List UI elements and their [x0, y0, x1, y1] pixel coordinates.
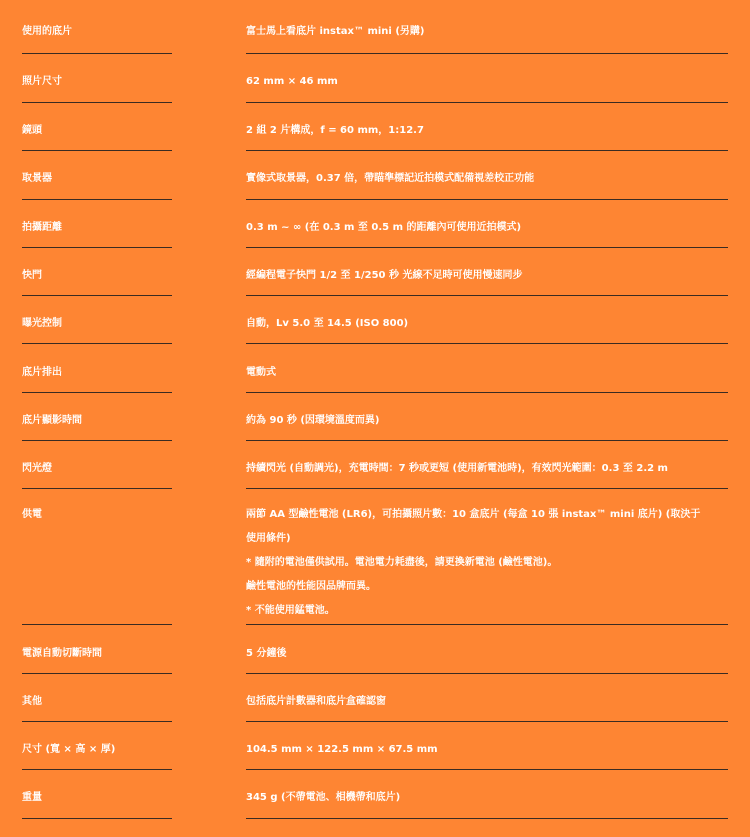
spec-value [246, 786, 736, 810]
spec-label: 快門 [22, 270, 42, 281]
spec-value [246, 20, 736, 44]
spec-value [246, 690, 736, 714]
spec-value-line: 104.5 mm × 122.5 mm × 67.5 mm [246, 744, 438, 755]
spec-value [246, 503, 736, 623]
spec-label: 尺寸 (寬 × 高 × 厚) [22, 744, 116, 755]
spec-value-line: 2 組 2 片構成，f = 60 mm，1:12.7 [246, 125, 424, 136]
divider-right [246, 199, 728, 200]
spec-label: 其他 [22, 696, 42, 707]
spec-value-line: 自動，Lv 5.0 至 14.5 (ISO 800) [246, 318, 409, 329]
divider-right [246, 624, 728, 625]
divider-right [246, 102, 728, 103]
spec-value [246, 738, 736, 762]
spec-value-line: 包括底片計數器和底片盒確認窗 [246, 696, 386, 707]
divider-left [22, 488, 172, 489]
divider-left [22, 102, 172, 103]
spec-value-line: 62 mm × 46 mm [246, 76, 338, 87]
divider-right [246, 392, 728, 393]
spec-label: 取景器 [22, 173, 52, 184]
spec-label: 底片顯影時間 [22, 415, 82, 426]
spec-label: 供電 [22, 509, 42, 520]
divider-left [22, 818, 172, 819]
spec-label: 照片尺寸 [22, 76, 62, 87]
divider-left [22, 247, 172, 248]
divider-left [22, 53, 172, 54]
divider-left [22, 150, 172, 151]
divider-left [22, 343, 172, 344]
spec-value-line: 5 分鐘後 [246, 648, 287, 659]
spec-value-line: 富士馬上看底片 instax™ mini (另購) [246, 26, 425, 37]
spec-label: 鏡頭 [22, 125, 42, 136]
divider-left [22, 199, 172, 200]
spec-label: 拍攝距離 [22, 222, 62, 233]
divider-right [246, 295, 728, 296]
spec-value [246, 361, 736, 385]
spec-label: 使用的底片 [22, 26, 72, 37]
spec-label: 電源自動切斷時間 [22, 648, 102, 659]
spec-label: 閃光燈 [22, 463, 52, 474]
spec-value-line: 實像式取景器，0.37 倍，帶瞄準標記近拍模式配備視差校正功能 [246, 173, 535, 184]
spec-value [246, 312, 736, 336]
spec-value [246, 216, 736, 240]
spec-value-line: 0.3 m ~ ∞ (在 0.3 m 至 0.5 m 的距離內可使用近拍模式) [246, 222, 522, 233]
spec-value-line: * 隨附的電池僅供試用。電池電力耗盡後，請更換新電池 (鹼性電池)。 [246, 557, 558, 568]
spec-value [246, 70, 736, 94]
divider-right [246, 818, 728, 819]
divider-left [22, 721, 172, 722]
spec-label: 曝光控制 [22, 318, 62, 329]
spec-value [246, 264, 736, 288]
spec-value [246, 457, 736, 481]
divider-right [246, 150, 728, 151]
spec-label: 底片排出 [22, 367, 62, 378]
divider-left [22, 295, 172, 296]
spec-value [246, 167, 736, 191]
divider-right [246, 488, 728, 489]
spec-value-line: 經編程電子快門 1/2 至 1/250 秒 光線不足時可使用慢速同步 [246, 270, 523, 281]
spec-value-line: 電動式 [246, 367, 276, 378]
divider-right [246, 673, 728, 674]
spec-value-line: 使用條件) [246, 533, 291, 544]
spec-value-line: 345 g (不帶電池、相機帶和底片) [246, 792, 401, 803]
spec-value-line: 兩節 AA 型鹼性電池 (LR6)，可拍攝照片數：10 盒底片 (每盒 10 張 instax™ mini 底片) (取決于 [246, 509, 701, 520]
divider-left [22, 624, 172, 625]
divider-right [246, 247, 728, 248]
divider-right [246, 53, 728, 54]
spec-label: 重量 [22, 792, 42, 803]
spec-value-line: * 不能使用錳電池。 [246, 605, 335, 616]
divider-left [22, 392, 172, 393]
spec-value [246, 409, 736, 433]
divider-right [246, 769, 728, 770]
divider-right [246, 440, 728, 441]
divider-left [22, 673, 172, 674]
divider-right [246, 343, 728, 344]
divider-left [22, 440, 172, 441]
divider-right [246, 721, 728, 722]
spec-value [246, 119, 736, 143]
spec-value-line: 鹼性電池的性能因品牌而異。 [246, 581, 376, 592]
spec-value-line: 約為 90 秒 (因環境溫度而異) [246, 415, 380, 426]
spec-value [246, 642, 736, 666]
divider-left [22, 769, 172, 770]
spec-value-line: 持續閃光 (自動調光)，充電時間：7 秒或更短 (使用新電池時)，有效閃光範圍：0.3 至 2.2 m [246, 463, 668, 474]
